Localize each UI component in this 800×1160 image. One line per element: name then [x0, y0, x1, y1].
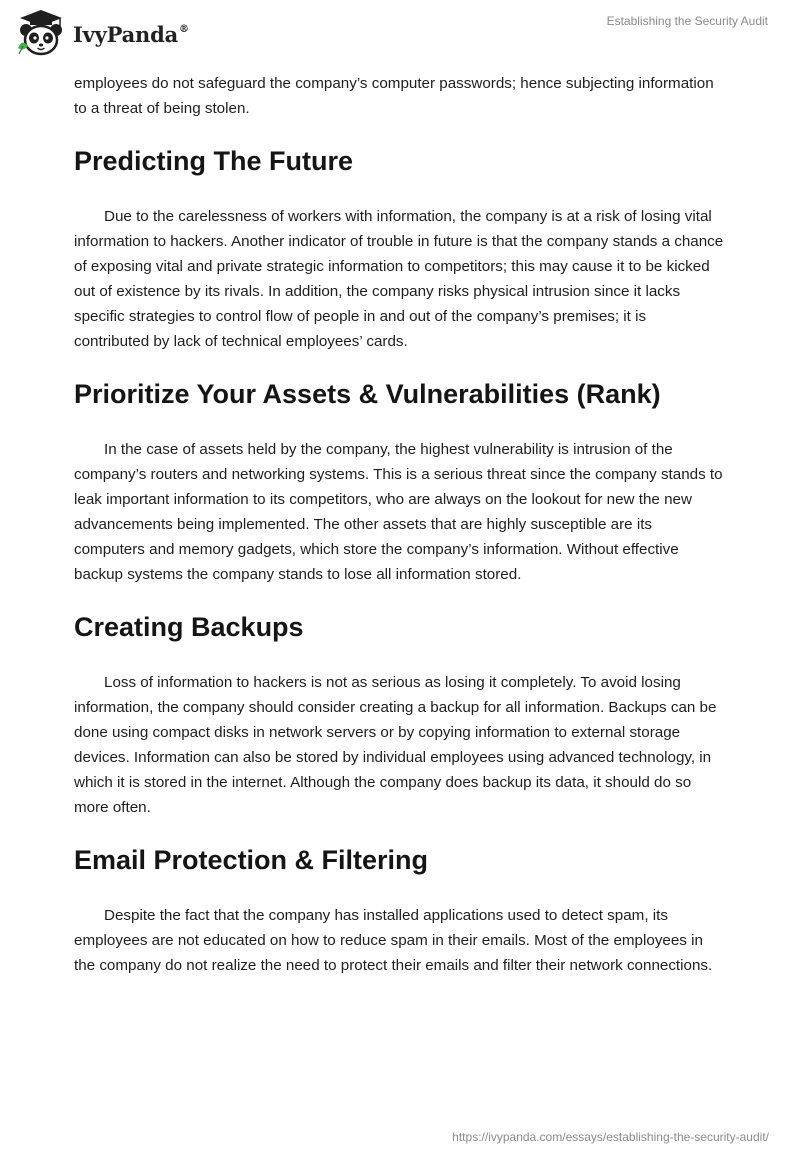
logo-wordmark — [73, 22, 189, 47]
section-paragraph-prioritize-assets: In the case of assets held by the company, the highest vulnerability is intrusion of the company’s routers and networking systems. This is a serious threat since the company stands to leak important information to its competitors, who are always on the lookout for new the new advancements being implemented. The other assets that are highly susceptible are its computers and memory gadgets, which store the company’s information. Without effective backup systems the company stands to lose all information stored. — [74, 441, 723, 583]
ivypanda-logo[interactable] — [14, 8, 189, 58]
document-title: Establishing the Security Audit — [606, 14, 768, 28]
section-heading-email-protection: Email Protection & Filtering — [74, 845, 429, 875]
page-header — [0, 0, 800, 62]
logo-name: IvyPanda — [73, 21, 179, 47]
section-heading-prioritize-assets: Prioritize Your Assets & Vulnerabilities (Rank) — [74, 379, 661, 409]
footer-source-url[interactable]: https://ivypanda.com/essays/establishing-the-security-audit/ — [452, 1130, 769, 1144]
section-heading-predicting-the-future: Predicting The Future — [74, 146, 354, 176]
section-paragraph-creating-backups: Loss of information to hackers is not as serious as losing it completely. To avoid losing information, the company should consider creating a backup for all information. Backups can be done using compact disks in network servers or by copying information to external storage devices. Information can also be stored by individual employees using advanced technology, in which it is stored in the internet. Although the company does backup its data, it should do so more often. — [74, 674, 717, 816]
section-paragraph-email-protection: Despite the fact that the company has installed applications used to detect spam, its employees are not educated on how to reduce spam in their emails. Most of the employees in the company do not realize the need to protect their emails and filter their network connections. — [74, 907, 713, 974]
section-heading-creating-backups: Creating Backups — [74, 612, 304, 642]
intro-paragraph: employees do not safeguard the company’s computer passwords; hence subjecting information to a threat of being stolen. — [74, 75, 714, 117]
essay-content — [74, 71, 724, 978]
registered-mark: ® — [179, 23, 189, 35]
panda-graduate-icon — [14, 8, 68, 58]
section-paragraph-predicting-the-future: Due to the carelessness of workers with information, the company is at a risk of losing vital information to hackers. Another indicator of trouble in future is that the company stands a chance of exposing vital and private strategic information to competitors; this may cause it to be kicked out of existence by its rivals. In addition, the company risks physical intrusion since it lacks specific strategies to control flow of people in and out of the company’s premises; it is contributed by lack of technical employees’ cards. — [74, 208, 724, 350]
